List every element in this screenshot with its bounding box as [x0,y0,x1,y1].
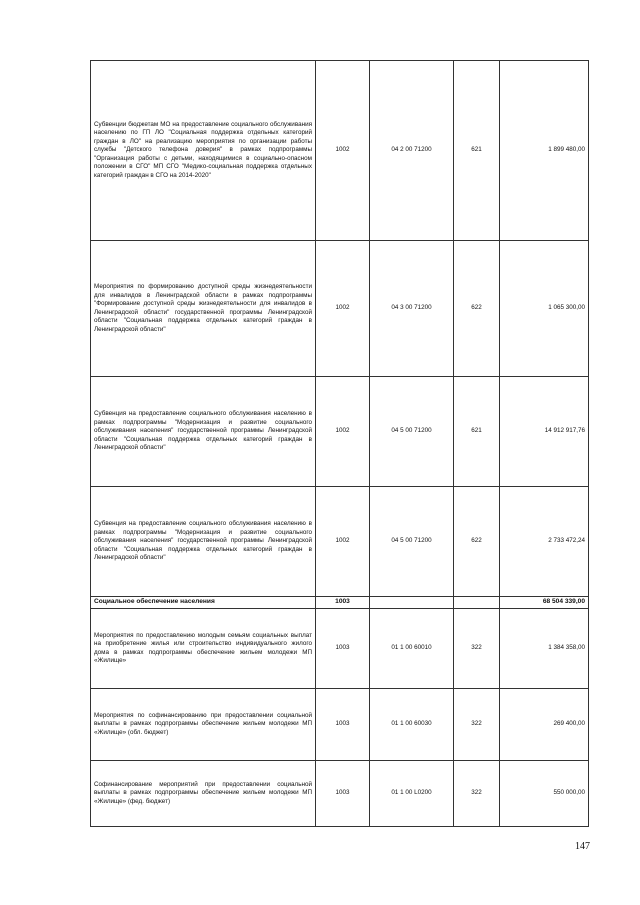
budget-table [90,60,589,827]
table-row [91,689,589,761]
section-total-amount: 68 504 339,00 [500,597,589,609]
expense-type-cell: 322 [454,761,500,827]
expense-type-cell: 322 [454,609,500,689]
expense-type-cell: 622 [454,241,500,377]
row-name-cell: Мероприятия по софинансированию при предоставлении социальной выплаты в рамках подпрограммы обеспечение жильем молодежи МП «Жилище» (обл. бюджет) [91,689,316,761]
section-code-cell: 1002 [316,61,370,241]
section-code-cell: 1003 [316,609,370,689]
target-article-cell: 04 5 00 71200 [370,487,454,597]
amount-cell: 269 400,00 [500,689,589,761]
row-name-cell: Субвенция на предоставление социального обслуживания населению в рамках подпрограммы "Модернизация и развитие социального обслуживания населения" государственной программы Ленинградской области "Социальная поддержка отдельных категорий граждан в Ленинградской области" [91,377,316,487]
table-row [91,61,589,241]
section-code-cell: 1002 [316,241,370,377]
target-article-cell [370,597,454,609]
target-article-cell: 04 5 00 71200 [370,377,454,487]
amount-cell: 14 912 917,76 [500,377,589,487]
section-name-cell: Социальное обеспечение населения [91,597,316,609]
page-number: 147 [575,841,590,852]
target-article-cell: 04 3 00 71200 [370,241,454,377]
table-row [91,241,589,377]
table-row [91,761,589,827]
row-name-cell: Софинансирование мероприятий при предоставлении социальной выплаты в рамках подпрограммы обеспечение жильем молодежи МП «Жилище» (фед. бюджет) [91,761,316,827]
table-row [91,377,589,487]
table-row [91,487,589,597]
table-row [91,609,589,689]
amount-cell: 550 000,00 [500,761,589,827]
section-code-cell: 1002 [316,487,370,597]
amount-cell: 1 065 300,00 [500,241,589,377]
expense-type-cell [454,597,500,609]
amount-cell: 1 384 358,00 [500,609,589,689]
target-article-cell: 04 2 00 71200 [370,61,454,241]
amount-cell: 2 733 472,24 [500,487,589,597]
amount-cell: 1 899 480,00 [500,61,589,241]
section-code-cell: 1003 [316,761,370,827]
row-name-cell: Мероприятия по формированию доступной среды жизнедеятельности для инвалидов в Ленинградской области в рамках подпрограммы "Формирование доступной среды жизнедеятельности для инвалидов в Ленинградской области" государственной программы Ленинградской области "Социальная поддержка отдельных категорий граждан в Ленинградской области" [91,241,316,377]
section-code-cell: 1003 [316,689,370,761]
row-name-cell: Субвенция на предоставление социального обслуживания населению в рамках подпрограммы "Модернизация и развитие социального обслуживания населения" государственной программы Ленинградской области "Социальная поддержка отдельных категорий граждан в Ленинградской области" [91,487,316,597]
target-article-cell: 01 1 00 60010 [370,609,454,689]
expense-type-cell: 622 [454,487,500,597]
row-name-cell: Субвенции бюджетам МО на предоставление социального обслуживания населению по ГП ЛО "Социальная поддержка отдельных категорий граждан в ЛО" на реализацию мероприятия по организации работы службы "Детского телефона доверия" в рамках подпрограммы "Организация работы с детьми, находящимися в социально-опасном положении в СГО" МП СГО "Медико-социальная поддержка отдельных категорий граждан в СГО на 2014-2020" [91,61,316,241]
target-article-cell: 01 1 00 L0200 [370,761,454,827]
target-article-cell: 01 1 00 60030 [370,689,454,761]
expense-type-cell: 621 [454,61,500,241]
expense-type-cell: 322 [454,689,500,761]
section-code-cell: 1003 [316,597,370,609]
row-name-cell: Мероприятия по предоставлению молодым семьям социальных выплат на приобретение жилья или строительство индивидуального жилого дома в рамках подпрограммы обеспечение жильем молодежи МП «Жилище» [91,609,316,689]
expense-type-cell: 621 [454,377,500,487]
section-code-cell: 1002 [316,377,370,487]
section-total-row [91,597,589,609]
